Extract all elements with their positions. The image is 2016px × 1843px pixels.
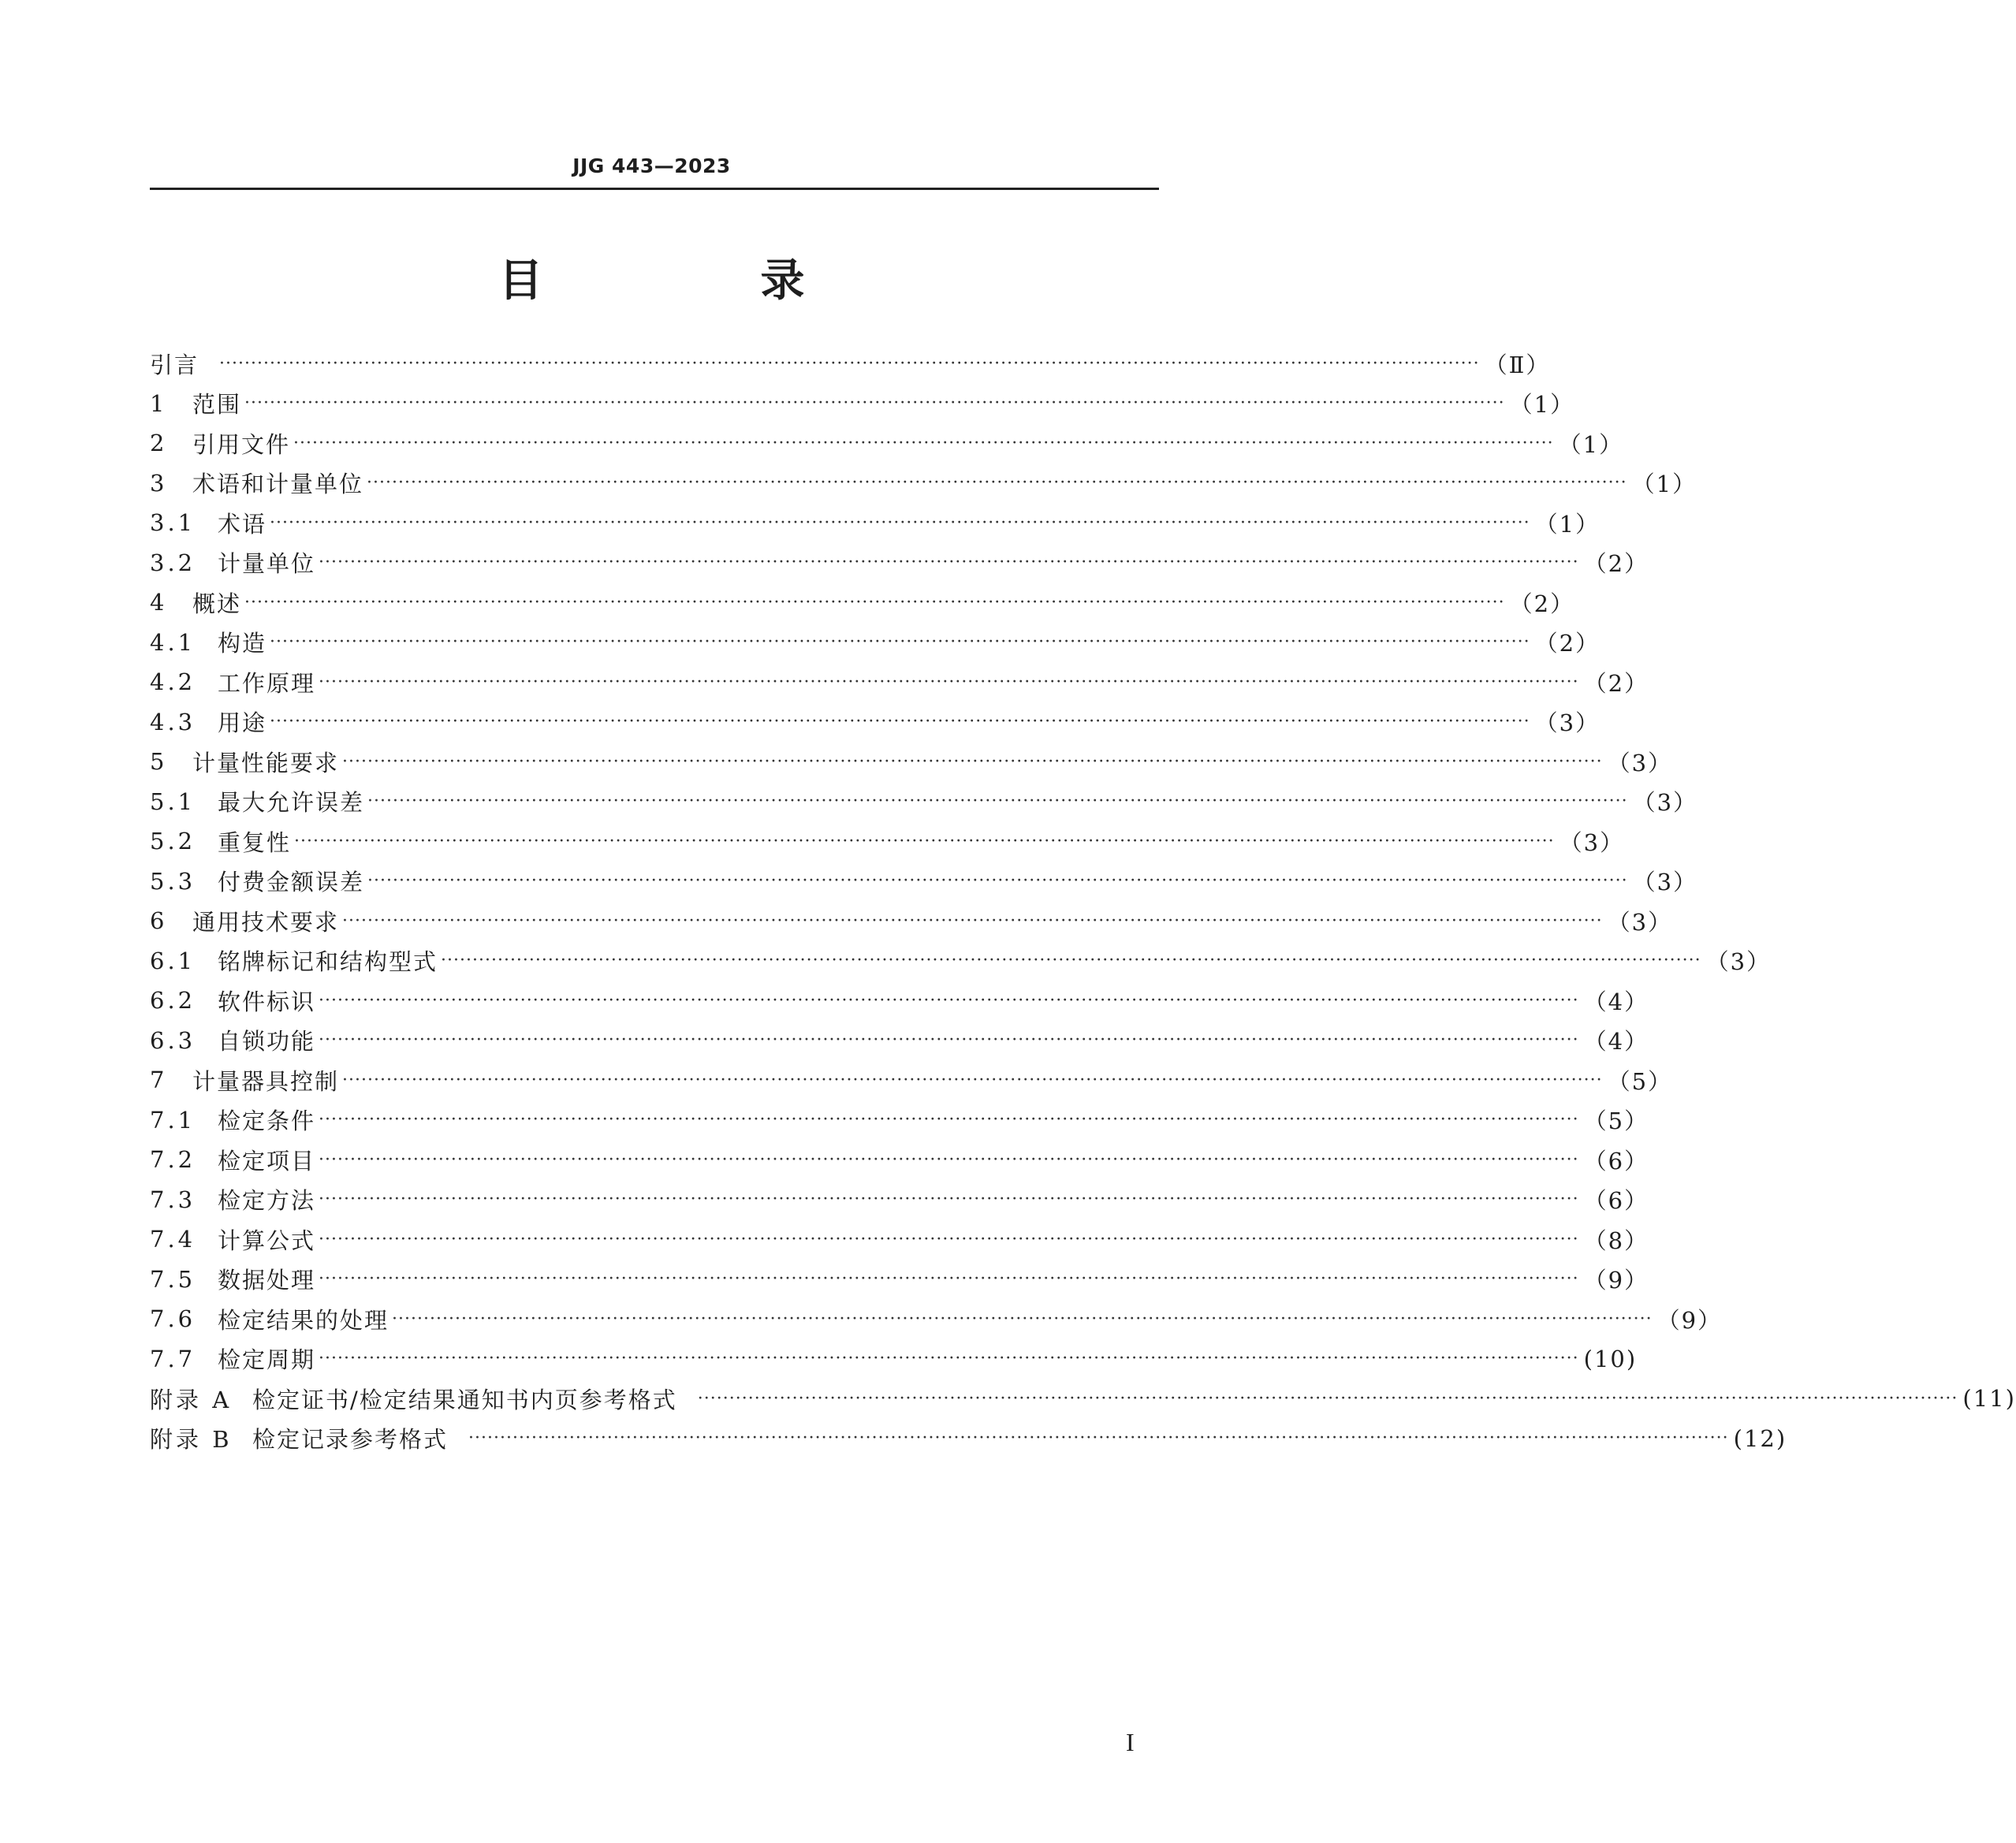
toc-entry[interactable] bbox=[150, 1100, 1649, 1141]
page-number: I bbox=[1126, 1728, 1135, 1756]
toc-entry-page: (12) bbox=[1733, 1424, 1787, 1452]
toc-entry-label: 计算公式 bbox=[218, 1227, 316, 1254]
toc-leader-dots: ········································································································································································································ bbox=[219, 353, 1480, 374]
toc-entry-number: 5.3 bbox=[150, 867, 196, 895]
toc-entry-label: 重复性 bbox=[218, 828, 292, 856]
toc-entry-number: 6.1 bbox=[150, 947, 196, 974]
toc-entry-number: 4.2 bbox=[150, 668, 196, 696]
toc-entry-label: 检定方法 bbox=[218, 1187, 316, 1215]
toc-entry-label: 自锁功能 bbox=[218, 1028, 316, 1056]
document-code: JJG 443—2023 bbox=[572, 155, 731, 177]
toc-entry[interactable] bbox=[150, 742, 1673, 782]
toc-leader-dots: ········································································································································································································ bbox=[319, 1349, 1579, 1369]
toc-entry[interactable] bbox=[150, 1060, 1673, 1100]
toc-entry-page: （2） bbox=[1583, 669, 1649, 697]
toc-entry-page: （Ⅱ） bbox=[1484, 351, 1551, 378]
toc-entry-number: 附录 B bbox=[150, 1426, 233, 1454]
toc-entry[interactable] bbox=[150, 941, 1772, 981]
toc-entry-label: 构造 bbox=[218, 630, 267, 657]
toc-entry-label: 检定周期 bbox=[218, 1346, 316, 1374]
toc-leader-dots: ········································································································································································································ bbox=[441, 951, 1701, 971]
toc-entry-page: （3） bbox=[1705, 948, 1772, 976]
toc-entry-number: 附录 A bbox=[150, 1386, 233, 1413]
toc-entry-label: 工作原理 bbox=[218, 669, 316, 697]
toc-entry-page: （3） bbox=[1632, 789, 1698, 817]
toc-entry-label: 范围 bbox=[192, 391, 242, 419]
toc-entry-label: 检定结果的处理 bbox=[218, 1306, 389, 1334]
toc-entry[interactable] bbox=[150, 981, 1649, 1021]
toc-entry-number: 3 bbox=[150, 469, 168, 497]
toc-entry-label: 术语 bbox=[218, 510, 267, 538]
toc-entry-label: 检定项目 bbox=[218, 1147, 316, 1175]
toc-entry[interactable] bbox=[150, 423, 1624, 464]
toc-leader-dots: ········································································································································································································ bbox=[294, 831, 1555, 851]
toc-leader-dots: ········································································································································································································ bbox=[319, 990, 1579, 1011]
toc-entry-page: （3） bbox=[1607, 749, 1673, 776]
toc-entry[interactable] bbox=[150, 1021, 1649, 1061]
toc-leader-dots: ········································································································································································································ bbox=[367, 473, 1627, 493]
toc-entry-page: (10) bbox=[1583, 1345, 1638, 1372]
toc-entry-number: 6.3 bbox=[150, 1026, 196, 1054]
toc-entry-page: （3） bbox=[1559, 828, 1625, 856]
toc-leader-dots: ········································································································································································································ bbox=[319, 1110, 1579, 1130]
toc-entry-label: 计量单位 bbox=[218, 550, 316, 578]
toc-entry-label: 检定条件 bbox=[218, 1108, 316, 1135]
toc-leader-dots: ········································································································································································································ bbox=[468, 1428, 1729, 1449]
toc-leader-dots: ········································································································································································································ bbox=[367, 871, 1628, 892]
toc-leader-dots: ········································································································································································································ bbox=[244, 393, 1505, 414]
toc-entry[interactable] bbox=[150, 503, 1601, 543]
toc-entry-page: （6） bbox=[1583, 1187, 1649, 1215]
toc-entry-label: 通用技术要求 bbox=[192, 908, 340, 936]
toc-entry-page: （9） bbox=[1583, 1267, 1649, 1294]
toc-entry-number: 6 bbox=[150, 907, 168, 935]
toc-entry-page: （3） bbox=[1607, 908, 1673, 936]
toc-entry-label: 术语和计量单位 bbox=[192, 471, 364, 498]
toc-entry[interactable] bbox=[150, 1260, 1649, 1300]
toc-leader-dots: ········································································································································································································ bbox=[392, 1309, 1653, 1329]
toc-entry-label: 最大允许误差 bbox=[218, 789, 365, 817]
toc-entry[interactable] bbox=[150, 901, 1673, 941]
toc-entry[interactable] bbox=[150, 384, 1575, 424]
toc-leader-dots: ········································································································································································································ bbox=[367, 791, 1628, 812]
toc-entry-label: 用途 bbox=[218, 709, 267, 737]
toc-entry[interactable] bbox=[150, 782, 1698, 822]
toc-entry-number: 5.1 bbox=[150, 787, 196, 815]
toc-entry[interactable] bbox=[150, 702, 1601, 743]
toc-entry-number: 7.1 bbox=[150, 1106, 196, 1134]
toc-entry[interactable] bbox=[150, 623, 1601, 663]
toc-entry-page: （2） bbox=[1509, 590, 1575, 617]
header-rule bbox=[150, 188, 1159, 190]
toc-entry-number: 3.1 bbox=[150, 509, 196, 537]
toc-entry-page: （3） bbox=[1632, 869, 1698, 896]
toc-leader-dots: ········································································································································································································ bbox=[270, 632, 1530, 653]
toc-entry[interactable] bbox=[150, 1419, 1787, 1459]
toc-entry-number: 3.2 bbox=[150, 549, 196, 576]
toc-leader-dots: ········································································································································································································ bbox=[293, 433, 1554, 453]
toc-leader-dots: ········································································································································································································ bbox=[342, 910, 1603, 931]
toc-leader-dots: ········································································································································································································ bbox=[319, 1269, 1579, 1290]
toc-entry-label: 软件标识 bbox=[218, 988, 316, 1015]
toc-entry-page: （3） bbox=[1534, 709, 1601, 737]
toc-entry-label: 引用文件 bbox=[192, 430, 291, 458]
toc-entry-page: （1） bbox=[1509, 391, 1575, 419]
toc-entry[interactable] bbox=[150, 1140, 1649, 1180]
toc-leader-dots: ········································································································································································································ bbox=[342, 751, 1603, 772]
toc-entry-number: 5 bbox=[150, 748, 168, 776]
toc-entry-label: 检定记录参考格式 bbox=[252, 1426, 449, 1454]
toc-leader-dots: ········································································································································································································ bbox=[319, 1190, 1579, 1210]
toc-entry-label: 铭牌标记和结构型式 bbox=[218, 948, 438, 976]
toc-entry-page: （6） bbox=[1583, 1147, 1649, 1175]
toc-entry-page: (11) bbox=[1962, 1385, 2016, 1413]
toc-entry[interactable] bbox=[150, 583, 1575, 623]
toc-entry[interactable] bbox=[150, 344, 1551, 384]
toc-entry-page: （5） bbox=[1583, 1108, 1649, 1135]
toc-entry-number: 4.1 bbox=[150, 628, 196, 656]
toc-entry-page: （4） bbox=[1583, 988, 1649, 1015]
toc-entry[interactable] bbox=[150, 1299, 1723, 1339]
toc-entry-label: 引言 bbox=[150, 351, 199, 378]
toc-entry-page: （8） bbox=[1583, 1227, 1649, 1254]
toc-leader-dots: ········································································································································································································ bbox=[319, 1149, 1579, 1170]
toc-entry-number: 1 bbox=[150, 389, 168, 417]
toc-leader-dots: ········································································································································································································ bbox=[270, 712, 1530, 732]
toc-entry-label: 概述 bbox=[192, 590, 242, 617]
toc-leader-dots: ········································································································································································································ bbox=[244, 592, 1505, 612]
toc-entry[interactable] bbox=[150, 1339, 1638, 1379]
toc-list bbox=[150, 344, 2016, 1458]
toc-entry-page: （1） bbox=[1534, 510, 1601, 538]
toc-leader-dots: ········································································································································································································ bbox=[697, 1388, 1958, 1409]
toc-entry-page: （9） bbox=[1656, 1306, 1723, 1334]
toc-entry-label: 付费金额误差 bbox=[218, 869, 365, 896]
toc-entry-page: （2） bbox=[1534, 630, 1601, 657]
toc-entry-page: （4） bbox=[1583, 1028, 1649, 1056]
toc-leader-dots: ········································································································································································································ bbox=[319, 553, 1579, 573]
toc-entry-number: 7.6 bbox=[150, 1305, 196, 1333]
toc-leader-dots: ········································································································································································································ bbox=[319, 672, 1579, 692]
toc-entry-number: 7.3 bbox=[150, 1186, 196, 1213]
toc-entry[interactable] bbox=[150, 862, 1698, 902]
toc-entry[interactable] bbox=[150, 1180, 1649, 1220]
toc-entry-page: （5） bbox=[1607, 1067, 1673, 1095]
toc-leader-dots: ········································································································································································································ bbox=[342, 1070, 1603, 1090]
toc-leader-dots: ········································································································································································································ bbox=[319, 1229, 1579, 1249]
toc-entry[interactable] bbox=[150, 1219, 1649, 1260]
toc-entry-number: 2 bbox=[150, 430, 168, 457]
toc-entry-number: 5.2 bbox=[150, 828, 196, 855]
toc-leader-dots: ········································································································································································································ bbox=[270, 512, 1530, 533]
toc-entry-number: 7 bbox=[150, 1067, 168, 1094]
toc-entry[interactable] bbox=[150, 821, 1625, 862]
toc-entry-number: 7.5 bbox=[150, 1265, 196, 1293]
toc-entry-number: 6.2 bbox=[150, 987, 196, 1015]
toc-entry-page: （1） bbox=[1558, 430, 1624, 458]
toc-entry-label: 计量性能要求 bbox=[192, 749, 340, 776]
toc-entry[interactable] bbox=[150, 543, 1649, 583]
toc-entry[interactable] bbox=[150, 1379, 2016, 1419]
toc-entry-number: 4 bbox=[150, 589, 168, 616]
toc-entry[interactable] bbox=[150, 662, 1649, 702]
toc-entry-label: 数据处理 bbox=[218, 1267, 316, 1294]
toc-entry-label: 检定证书/检定结果通知书内页参考格式 bbox=[252, 1386, 677, 1413]
toc-entry-page: （1） bbox=[1631, 471, 1697, 498]
toc-entry-page: （2） bbox=[1583, 550, 1649, 578]
toc-leader-dots: ········································································································································································································ bbox=[319, 1030, 1579, 1051]
toc-entry-number: 7.2 bbox=[150, 1146, 196, 1174]
toc-entry-number: 7.4 bbox=[150, 1226, 196, 1253]
toc-entry-number: 4.3 bbox=[150, 708, 196, 735]
toc-entry[interactable] bbox=[150, 464, 1697, 504]
toc-entry-number: 7.7 bbox=[150, 1345, 196, 1372]
toc-entry-label: 计量器具控制 bbox=[192, 1067, 340, 1095]
toc-title: 目 录 bbox=[498, 255, 892, 307]
